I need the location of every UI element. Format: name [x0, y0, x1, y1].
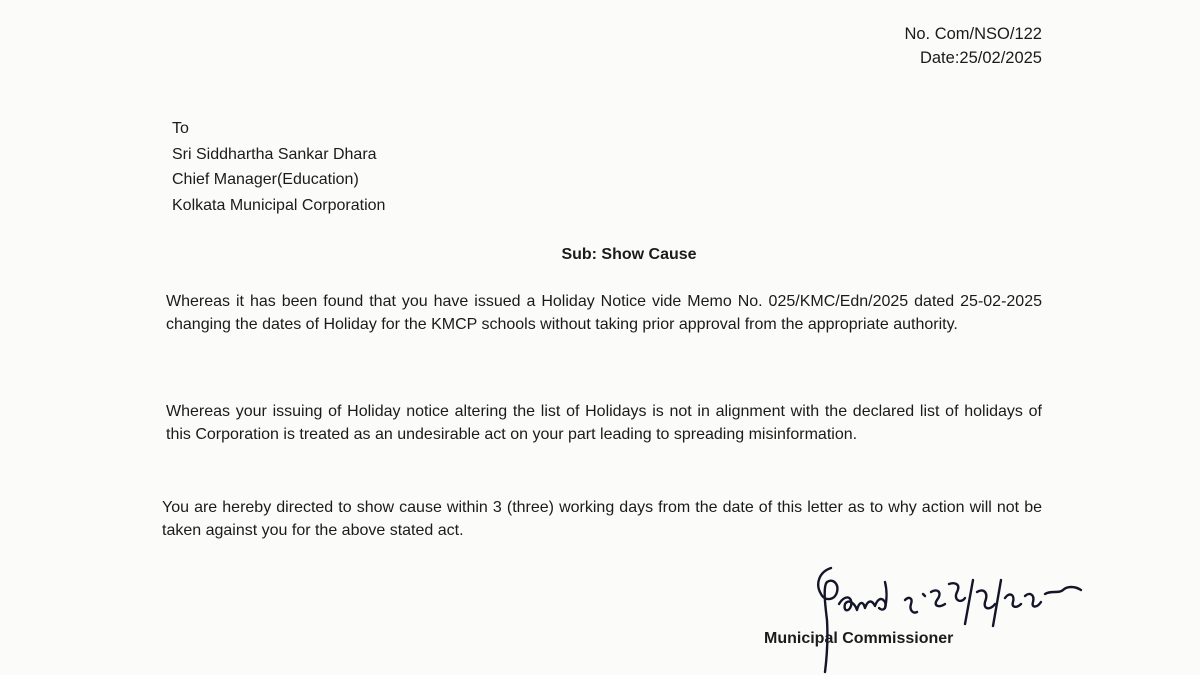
recipient-name: Sri Siddhartha Sankar Dhara	[172, 145, 377, 163]
salutation-to: To	[172, 120, 189, 137]
body-paragraph-2: Whereas your issuing of Holiday notice altering the list of Holidays is not in alignment with the declared list of holidays of this Corporation is treated as an undesirable act on your part leading to spreading misinformation.	[166, 403, 1042, 443]
recipient-address	[172, 116, 385, 218]
body-paragraph-3: You are hereby directed to show cause within 3 (three) working days from the date of this letter as to why action will not be taken against you for the above stated act.	[162, 499, 1042, 539]
recipient-title: Chief Manager(Education)	[172, 171, 359, 188]
reference-block	[904, 22, 1042, 70]
signatory-designation: Municipal Commissioner	[764, 630, 954, 647]
handwritten-signature	[805, 560, 1090, 675]
reference-number: No. Com/NSO/122	[904, 25, 1042, 43]
letter-date: Date:25/02/2025	[919, 49, 1042, 67]
subject-line: Sub: Show Cause	[561, 246, 697, 263]
recipient-organization: Kolkata Municipal Corporation	[172, 196, 386, 214]
body-paragraph-1: Whereas it has been found that you have issued a Holiday Notice vide Memo No. 025/KMC/Edn/2025 dated 25-02-2025 changing the dates of Holiday for the KMCP schools without taking prior approval from the appropriate authority.	[166, 293, 1042, 333]
